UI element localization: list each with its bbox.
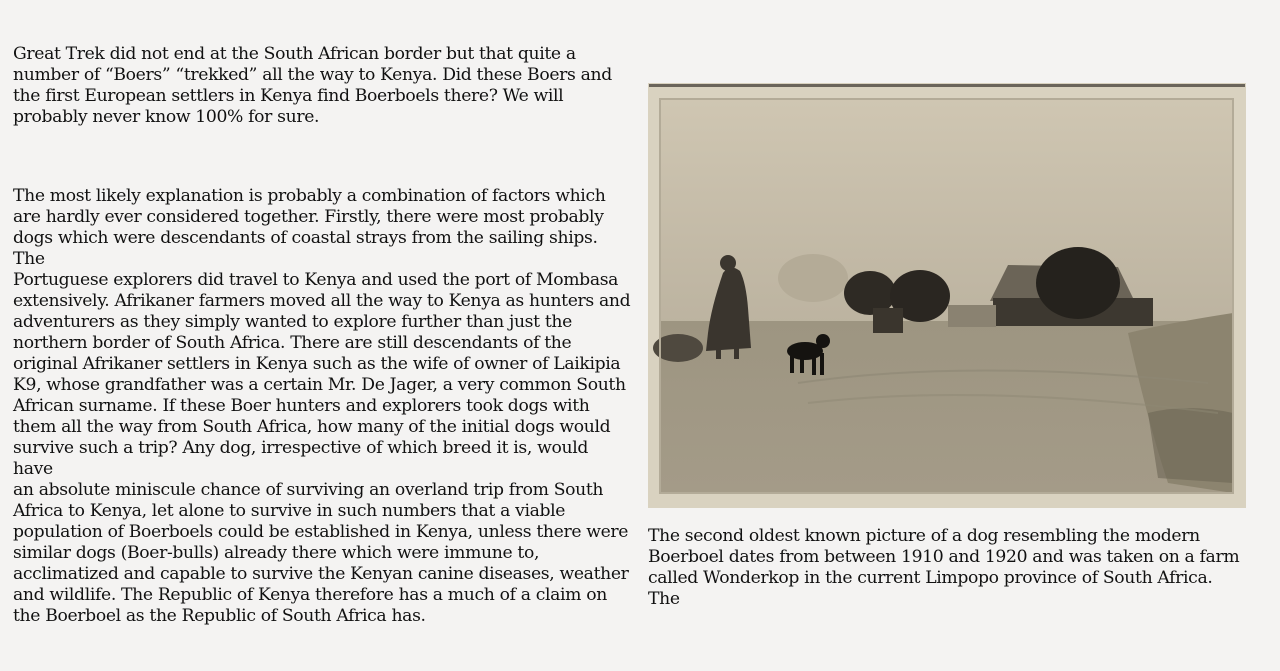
bare-tree [778,254,848,302]
article-paragraph-2: The most likely explanation is probably a combination of factors which are hardly ever considered together. Firstly, there were most probably dogs which were descendants of coastal strays from the sailing ships. The Portuguese explorers did travel to Kenya and used the port of Mombasa extensively. Afrikaner farmers moved all the way to Kenya as hunters and adventurers as they simply wanted to explore further than just the northern border of South Africa. There are still descendants of the original Afrikaner settlers in Kenya such as the wife of owner of Laikipia K9, whose grandfather was a certain Mr. De Jager, a very common South African surname. If these Boer hunters and explorers took dogs with them all the way from South Africa, how many of the initial dogs would survive such a trip? Any dog, irrespective of which breed it is, would have an absolute miniscule chance of surviving an overland trip from South Africa to Kenya, let alone to survive in such numbers that a viable population of Boerboels could be established in Kenya, unless there were similar dogs (Boer-bulls) already there which were immune to, acclimatized and capable to survive the Kenyan canine diseases, weather and wildlife. The Republic of Kenya therefore has a much of a claim on the Boerboel as the Republic of South Africa has. [13,186,631,626]
photo-caption: The second oldest known picture of a dog resembling the modern Boerboel dates from between 1910 and 1920 and was taken on a farm called Wonderkop in the current Limpopo province of South Africa. The [648,526,1240,609]
figure-column [648,83,1248,610]
historic-farm-photo [648,83,1246,508]
tree-by-house [1036,247,1120,319]
article-text-column [13,44,631,627]
article-paragraph-1: Great Trek did not end at the South African border but that quite a number of “Boers” “trekked” all the way to Kenya. Did these Boers and the first European settlers in Kenya find Boerboels there? We will probably never know 100% for sure. [13,44,612,127]
